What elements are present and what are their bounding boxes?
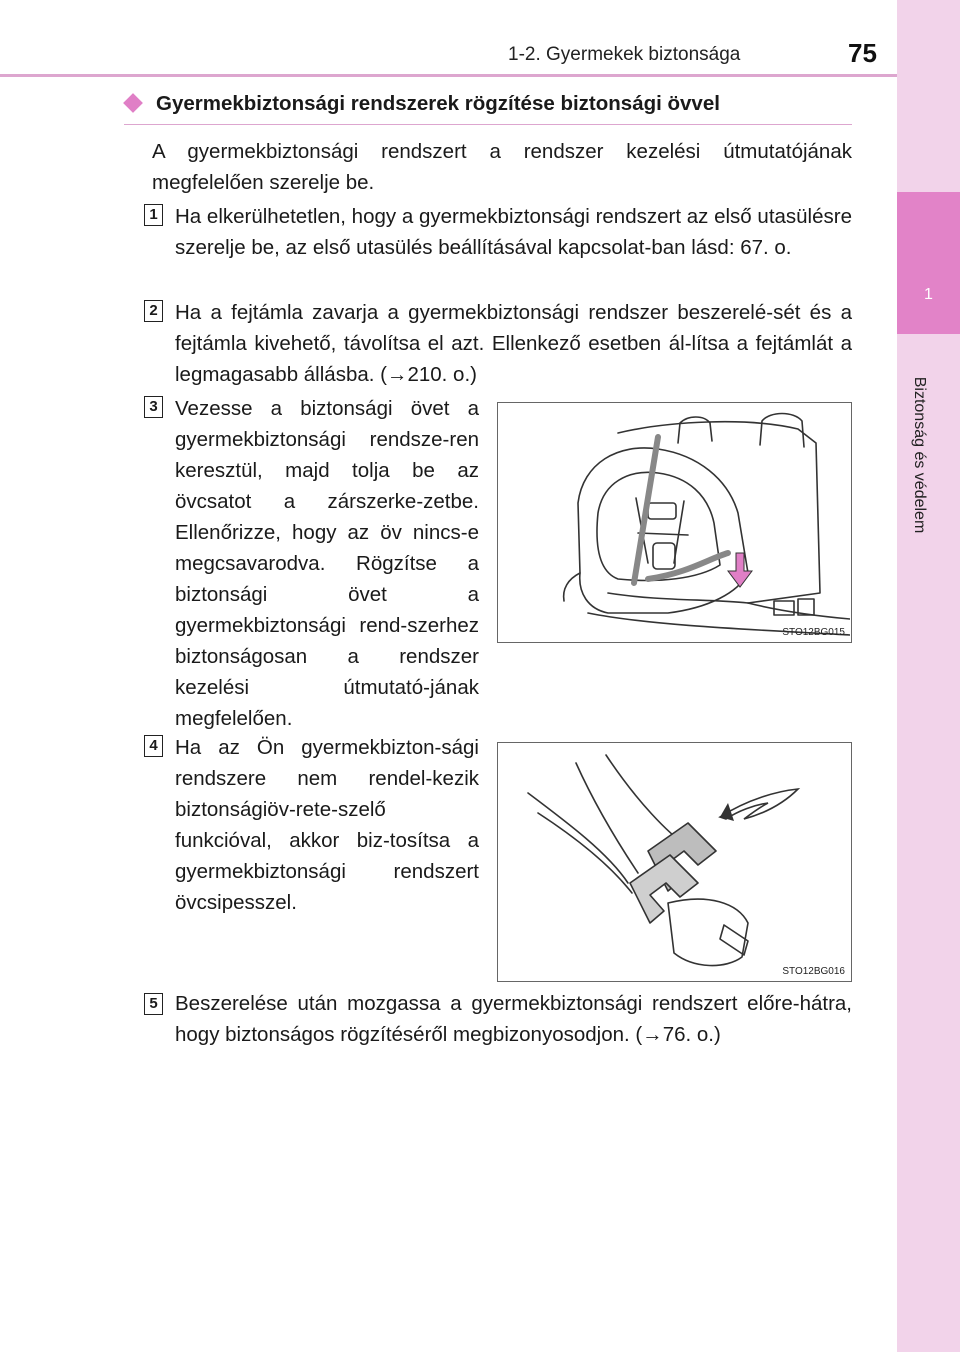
step-text-5: Beszerelése után mozgassa a gyermekbiztonsági rendszert előre-hátra, hogy biztonságos rögzítéséről megbizonyosodjon. (→76. o.) [175,992,852,1046]
figure-caption: STO12BG016 [782,966,845,977]
step-number-4: 4 [144,735,163,757]
step-number-3: 3 [144,396,163,418]
header-rule [0,74,897,77]
chapter-tab-active[interactable] [897,192,960,334]
child-seat-figure [497,402,852,643]
chapter-number: 1 [924,286,933,303]
belt-clip-figure [497,742,852,982]
section-heading [124,94,852,125]
belt-clip-illustration [498,743,850,980]
step-text-1: Ha elkerülhetetlen, hogy a gyermekbiztonsági rendszert az első utasülésre szerelje be, az első utasülés beállításával kapcsolat-ban lásd: 67. o. [175,205,852,259]
step-number-5: 5 [144,993,163,1015]
step-number-1: 1 [144,204,163,226]
step-number-2: 2 [144,300,163,322]
figure-caption: STO12BG015 [782,627,845,638]
diamond-bullet-icon [123,93,143,113]
step-text-3: Vezesse a biztonsági övet a gyermekbiztonsági rendsze-ren keresztül, majd tolja be az övcsatot a zárszerke-zetbe. Ellenőrizze, hogy az öv nincs-e megcsavarodva. Rögzítse a biztonsági övet a gyermekbiztonsági rend-szerhez biztonságosan a rendszer kezelési útmutató-jának megfelelően. [175,397,479,730]
page-number: 75 [848,38,877,68]
section-title: Gyermekbiztonsági rendszerek rögzítése biztonsági övvel [156,92,720,115]
step-text-2: Ha a fejtámla zavarja a gyermekbiztonsági rendszer beszerelé-sét és a fejtámla kivehető, távolítsa el azt. Ellenkező esetben ál-lítsa a fejtámlát a legmagasabb állásba. (→210. o.) [175,301,852,386]
child-seat-illustration [498,403,850,641]
section-intro: A gyermekbiztonsági rendszert a rendszer kezelési útmutatójának megfelelően szerelje be. [152,140,852,194]
running-header: 1-2. Gyermekek biztonsága [508,44,741,65]
step-text-4: Ha az Ön gyermekbizton-sági rendszere nem rendel-kezik biztonságiöv-rete-szelő funkcióval, akkor biz-tosítsa a gyermekbiztonsági rendszert övcsipesszel. [175,736,479,914]
chapter-label: Biztonság és védelem [911,376,928,534]
